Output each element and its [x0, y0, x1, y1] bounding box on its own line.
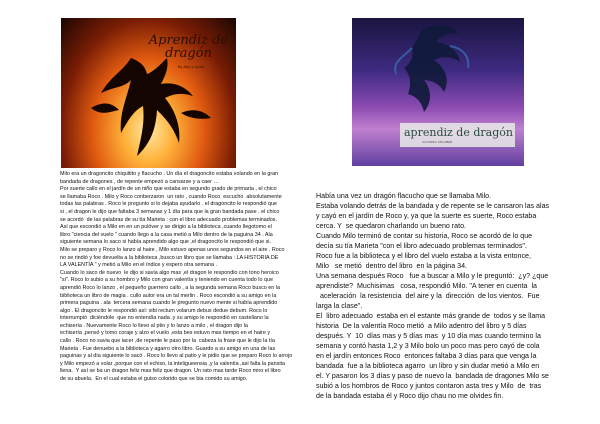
story-line: y Milo empezó a volar ,porque con el echiso, la inteligueensia ,y la valentía ,así falta la pansita: [60, 360, 286, 367]
cover-banner: [400, 123, 515, 147]
story-line: aceleración la resistencia del aire y la dirección de los vientos. Fue: [316, 292, 540, 300]
story-line: decía su tía Marieta "con el libro adecuado problemas terminados".: [316, 242, 527, 250]
story-line: Estaba volando detrás de la bandada y de repente se le cansaron las alas: [316, 202, 550, 210]
cover-image-right: [352, 18, 524, 166]
story-line: interrumpió diciéndole que no entendía nada .y su amigo le respondió en castellano la: [60, 315, 269, 322]
cover-subtitle: By Aby y Ayala: [177, 64, 205, 69]
story-line: libro "ciencia del vuelo " cuando llego a la casa metió a Milo dentro de la paguina 34 . Ala: [60, 231, 273, 238]
cover-title: aprendiz de dragón: [404, 126, 513, 139]
story-line: echisería ,pensó y tomo coraje y alzo el vuelo ,esta bes estuvo mas tiempo en el haire y: [60, 330, 271, 337]
story-line: paguinas y al día siguiente lo sacó . Roco lo llevo al patio y le pidio que se preparo Roco lo arrojo: [60, 353, 293, 360]
cover-image-left: [61, 18, 236, 168]
story-line: bandada de dragones , de repente empezó a cansarse y a caer …: [60, 178, 219, 185]
story-line: siguiente semana lo saco si había aprendido algo que ,el dragoncito le respondió que si.: [60, 239, 271, 246]
story-line: Por suerte callo en el jardín de un niño que estaba en segundo grado de primaria , el chico: [60, 186, 277, 193]
story-line: Marieta . Fue denuebo a la biblioteca y agarro otro libro. Guardo a su amigo en una de las: [60, 345, 276, 352]
story-line: Milo era un dragoncito chiquitito y flacucho . Un día el dragoncito estaba volando en la gran: [60, 171, 279, 177]
story-line: en el jardín entonces Roco entonces faltaba 3 días para que venga la: [316, 352, 537, 360]
story-line: de su abuela. En el cual estaba el guiso colorido que se bia comido su amigo.: [60, 376, 248, 383]
story-line: Cuando Milo terminó de contar su historia, Roco se acordó de lo que: [316, 232, 533, 240]
story-line: de la bandada estaba él y Roco dijo chau no me olvides fin.: [316, 392, 504, 400]
story-line: bandada fue a la biblioteca agarro un libro y sin dudar metió a Milo en: [316, 362, 540, 370]
story-line: Milo se preparo y Roco lo lanzo al haire , Milo estuvo apenas unos segundos en el aire . Roco: [60, 246, 285, 253]
story-line: Milo se metió dentro del libro en la página 34.: [316, 262, 468, 270]
story-text-right: [316, 191, 598, 401]
story-line: aprendió Roco lo lanzo , el pequeño guerrero callo , a la segunda semana Roco busco en la: [60, 284, 280, 291]
story-line: y cayó en el jardín de Roco y, ya que la suerte es suerte, Roco estaba: [316, 212, 537, 220]
story-line: el. Y pasaron los 3 días y paso de nuevo la bandada de dragones Milo se: [316, 372, 549, 380]
story-line: algo . El dragoncito le respondió así: sibi rectum volarum debus dedue debum. Roco lo: [60, 307, 268, 314]
story-line: El libro adecuado estaba en el estante más grande de todos y se llama: [316, 312, 546, 320]
story-line: después. Y 10 días mas y 5 días mas y 10 día mas cuando termino la: [316, 332, 541, 340]
story-line: cerca. Y se quedaron charlando un bueno rato.: [316, 222, 466, 230]
story-line: subió a los hombros de Roco y juntos contaron asta tres y Milo de tras: [316, 382, 542, 390]
story-line: se llamaba Roco . Milo y Roco conberzaron un rato , cuando Roco escucho absolutamente: [60, 193, 282, 200]
story-line: echisería . Nuevamente Roco lo llevo al ptio y lo lanzo a milo , el dragon dijo la: [60, 322, 248, 329]
story-line: semana y contó hasta 1,2 y 3 Milo bolo un poco mas pero cayó de cola: [316, 342, 540, 350]
story-line: larga la clase".: [316, 302, 363, 310]
story-line: no se rindió y foe devuelta a la biblioteca ,busco un libro que se llamaba : LA HISTORIA DE: [60, 254, 279, 261]
story-line: LA VALENTÍA " y metió a Milo en el índice y espero otra semana .: [60, 262, 218, 269]
story-line: callo . Roco no savia que iacer ,de repente le paso por la cabeza la frase que le dijo la tía: [60, 338, 275, 345]
story-line: "si". Roco lo subio a su hombro y Milo con gran valentía y teniendo en cuenta todo lo que: [60, 277, 273, 284]
story-line: llena. Y así se ba un dragon feliz mas feliz que dragon. Un rato mas tarde Roco miro el libro: [60, 368, 281, 375]
story-line: Roco fue a la biblioteca y el libro del vuelo estaba a la vista entonce,: [316, 252, 531, 260]
story-line: Así que escondió a Milo en en un pulóver y se dirigio a la biblioteca ,cuando llegotomo el: [60, 224, 272, 231]
story-line: si , el dragon le dijo que faltaba 3 semanas y 1 día para que la gran bandada pase . el chico: [60, 208, 280, 215]
story-line: Una semana después Roco fue a buscar a Milo y le preguntó: ¿y? ¿que: [316, 272, 549, 280]
story-line: Cuando lo saco de nuevo le dijo si savia algo mas ,el dragon le respondio con tono heroico: [60, 269, 279, 276]
story-line: aprendiste? Muchisimas cosa, respondió Milo. "A tener en cuenta la: [316, 282, 537, 290]
story-text-left: [60, 171, 302, 384]
story-line: se acordó de las palabras de su tía Marieta : con el libro adecuado problemas terminados.: [60, 216, 277, 223]
story-line: biblioteca un libro de magia . cullo autor era un tal merlin . Roco escondió a su amigo en la: [60, 292, 277, 299]
story-line: Había una vez un dragón flacucho que se llamaba Milo.: [316, 192, 492, 200]
story-line: todas las palabras . Roco le pregunto si lo dejaba ayudarlo . el dragoncito le respondió que: [60, 201, 277, 208]
story-line: historia De la valentía Roco metió a Milo adentro del libro y 5 días: [316, 322, 527, 330]
story-line: primera paguina . ala tercera semana cuando le pregunto nuevo mente si había aprendido: [60, 300, 278, 307]
cover-title: Aprendiz de dragón: [148, 33, 229, 61]
cover-subtitle: AUTORES: MILO/BEB: [422, 140, 453, 144]
